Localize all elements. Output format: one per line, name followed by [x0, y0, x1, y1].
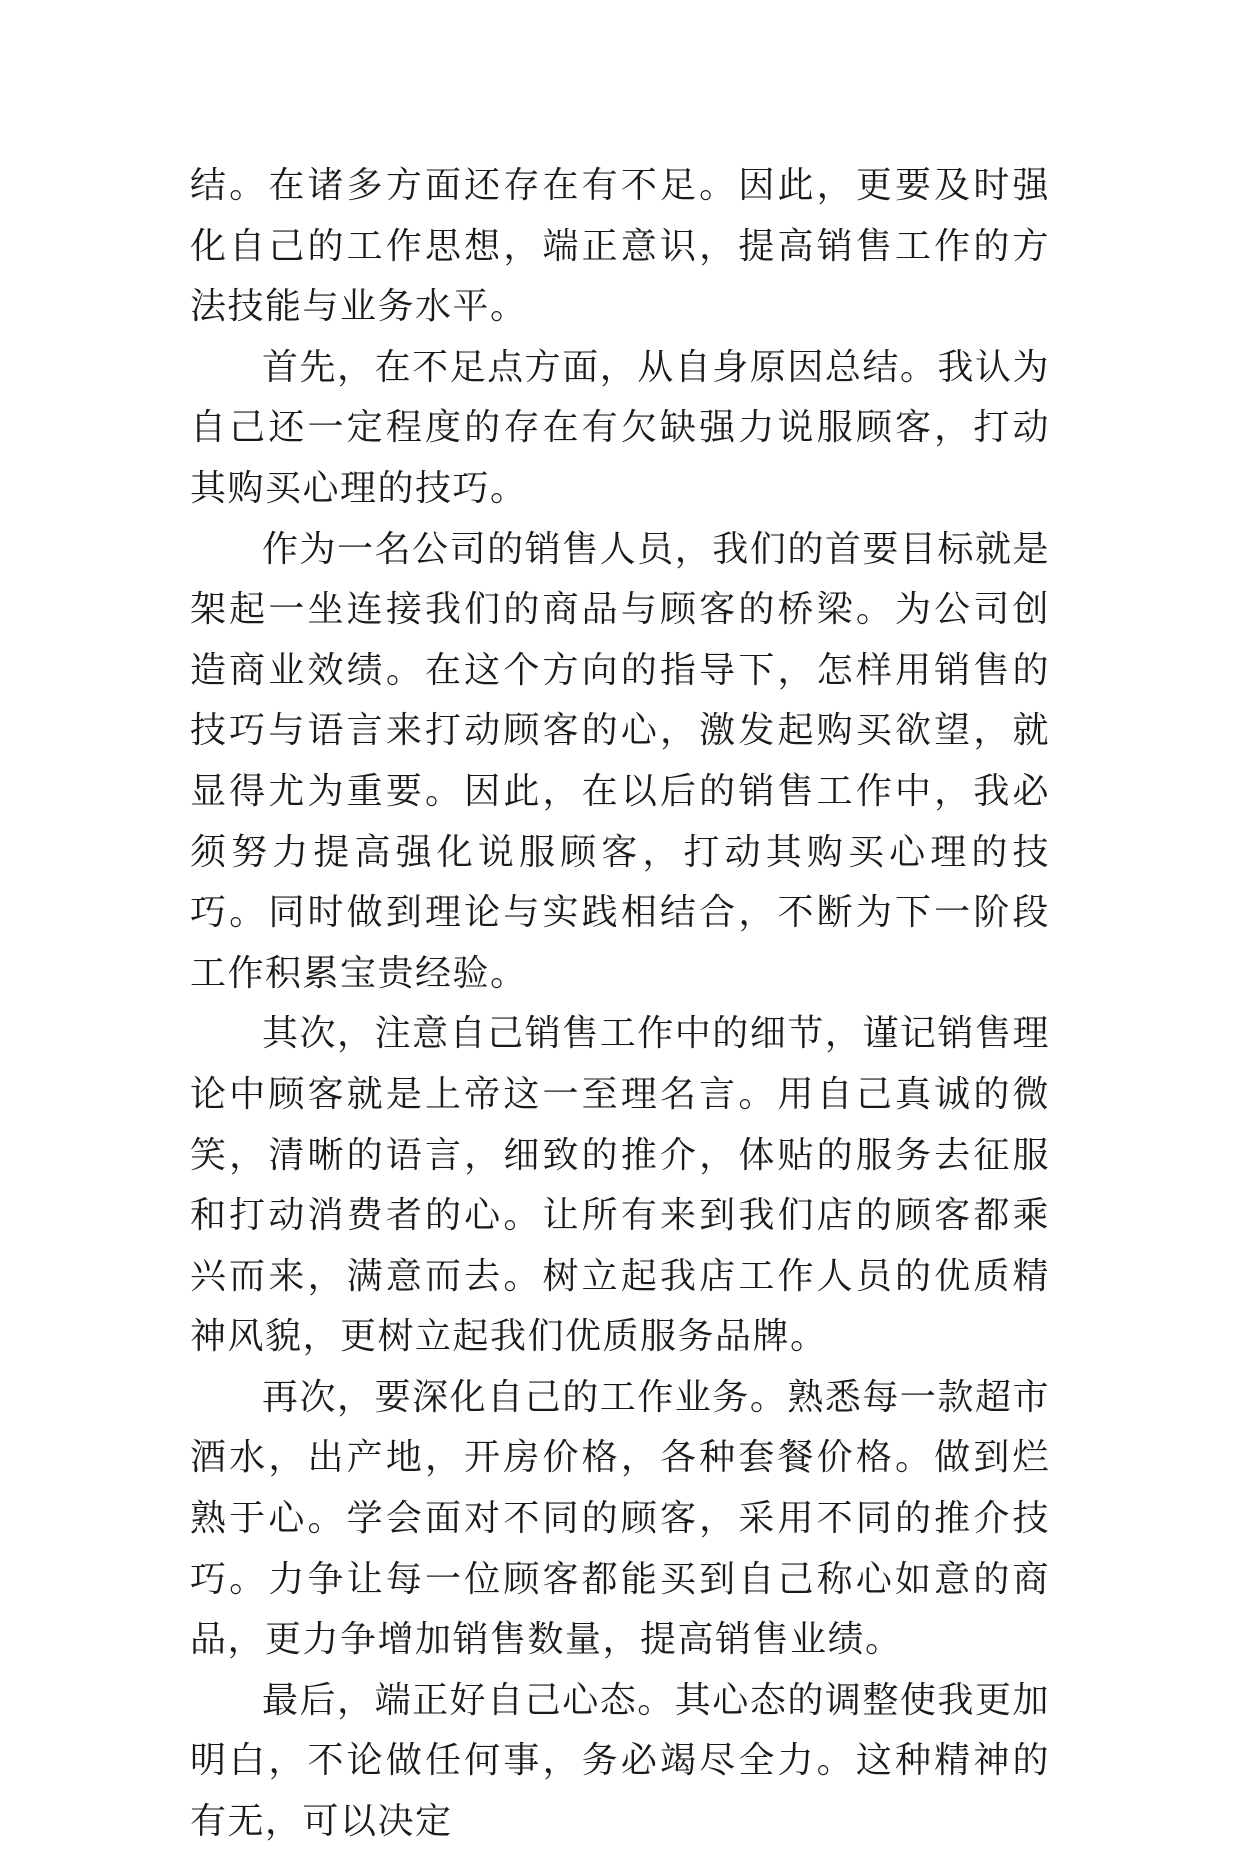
paragraph-5: 再次，要深化自己的工作业务。熟悉每一款超市酒水，出产地，开房价格，各种套餐价格。做到烂熟于心。学会面对不同的顾客，采用不同的推介技巧。力争让每一位顾客都能买到自己称心如意的商品，更力争增加销售数量，提高销售业绩。 — [190, 1376, 1050, 1661]
document-body — [190, 156, 1050, 1853]
paragraph-2: 首先，在不足点方面，从自身原因总结。我认为自己还一定程度的存在有欠缺强力说服顾客，打动其购买心理的技巧。 — [190, 346, 1050, 509]
paragraph-6: 最后，端正好自己心态。其心态的调整使我更加明白，不论做任何事，务必竭尽全力。这种精神的有无，可以决定 — [190, 1679, 1050, 1843]
paragraph-1: 结。在诸多方面还存在有不足。因此，更要及时强化自己的工作思想，端正意识，提高销售工作的方法技能与业务水平。 — [190, 165, 1050, 328]
paragraph-3: 作为一名公司的销售人员，我们的首要目标就是架起一坐连接我们的商品与顾客的桥梁。为公司创造商业效绩。在这个方向的指导下，怎样用销售的技巧与语言来打动顾客的心，激发起购买欲望，就显得尤为重要。因此，在以后的销售工作中，我必须努力提高强化说服顾客，打动其购买心理的技巧。同时做到理论与实践相结合，不断为下一阶段工作积累宝贵经验。 — [190, 528, 1050, 994]
paragraph-4: 其次，注意自己销售工作中的细节，谨记销售理论中顾客就是上帝这一至理名言。用自己真诚的微笑，清晰的语言，细致的推介，体贴的服务去征服和打动消费者的心。让所有来到我们店的顾客都乘兴而来，满意而去。树立起我店工作人员的优质精神风貌，更树立起我们优质服务品牌。 — [190, 1013, 1050, 1358]
